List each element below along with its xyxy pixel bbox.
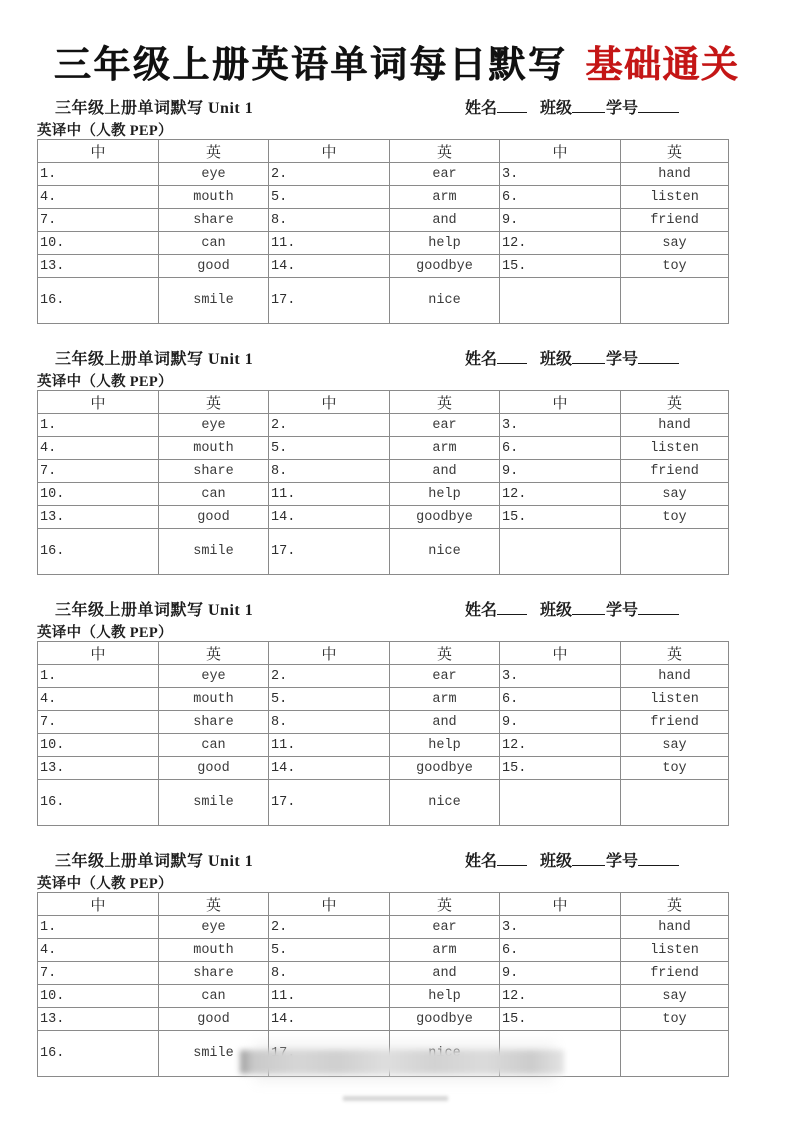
table-row: [38, 688, 729, 711]
english-word-cell: good: [159, 255, 269, 278]
chinese-answer-cell: 4.: [38, 437, 159, 460]
chinese-answer-cell: 14.: [269, 506, 390, 529]
english-word-cell: [621, 1031, 729, 1077]
english-word-cell: goodbye: [390, 757, 500, 780]
chinese-answer-cell: 1.: [38, 916, 159, 939]
chinese-answer-cell: [500, 780, 621, 826]
table-header-row: [38, 391, 729, 414]
english-word-cell: hand: [621, 916, 729, 939]
chinese-answer-cell: 16.: [38, 278, 159, 324]
english-word-cell: good: [159, 1008, 269, 1031]
student-no-label: 学号: [606, 602, 639, 619]
english-word-cell: toy: [621, 1008, 729, 1031]
table-header-cell: 英: [390, 391, 500, 414]
english-word-cell: and: [390, 962, 500, 985]
section-subtitle: 英译中（人教 PEP）: [37, 374, 173, 390]
student-no-label: 学号: [606, 853, 639, 870]
english-word-cell: can: [159, 232, 269, 255]
chinese-answer-cell: 8.: [269, 209, 390, 232]
english-word-cell: nice: [390, 529, 500, 575]
table-header-cell: 英: [621, 140, 729, 163]
english-word-cell: say: [621, 734, 729, 757]
english-word-cell: smile: [159, 1031, 269, 1077]
class-label: 班级: [540, 351, 573, 368]
name-label: 姓名: [465, 100, 498, 117]
table-row: [38, 734, 729, 757]
chinese-answer-cell: 2.: [269, 916, 390, 939]
chinese-answer-cell: 13.: [38, 1008, 159, 1031]
class-label: 班级: [540, 853, 573, 870]
english-word-cell: listen: [621, 186, 729, 209]
chinese-answer-cell: 9.: [500, 209, 621, 232]
english-word-cell: friend: [621, 711, 729, 734]
table-row: [38, 985, 729, 1008]
chinese-answer-cell: 9.: [500, 711, 621, 734]
chinese-answer-cell: 2.: [269, 665, 390, 688]
english-word-cell: goodbye: [390, 255, 500, 278]
english-word-cell: ear: [390, 916, 500, 939]
english-word-cell: can: [159, 734, 269, 757]
table-row: [38, 962, 729, 985]
class-label: 班级: [540, 100, 573, 117]
english-word-cell: can: [159, 985, 269, 1008]
english-word-cell: mouth: [159, 939, 269, 962]
english-word-cell: listen: [621, 688, 729, 711]
english-word-cell: nice: [390, 278, 500, 324]
chinese-answer-cell: 8.: [269, 962, 390, 985]
chinese-answer-cell: 4.: [38, 688, 159, 711]
chinese-answer-cell: 14.: [269, 255, 390, 278]
english-word-cell: hand: [621, 163, 729, 186]
chinese-answer-cell: 11.: [269, 734, 390, 757]
table-row: [38, 163, 729, 186]
table-header-row: [38, 642, 729, 665]
chinese-answer-cell: 14.: [269, 757, 390, 780]
worksheet-section: [37, 95, 728, 324]
name-label: 姓名: [465, 351, 498, 368]
english-word-cell: ear: [390, 414, 500, 437]
student-no-blank-line: [638, 602, 679, 615]
chinese-answer-cell: 9.: [500, 962, 621, 985]
english-word-cell: toy: [621, 255, 729, 278]
english-word-cell: hand: [621, 414, 729, 437]
vocab-table: [37, 641, 729, 826]
student-info-line: [465, 848, 679, 871]
chinese-answer-cell: 11.: [269, 483, 390, 506]
section-heading: 三年级上册单词默写 Unit 1: [55, 100, 254, 117]
chinese-answer-cell: 7.: [38, 460, 159, 483]
table-header-row: [38, 893, 729, 916]
table-header-cell: 中: [500, 140, 621, 163]
chinese-answer-cell: 12.: [500, 232, 621, 255]
name-blank-line: [497, 602, 527, 615]
english-word-cell: share: [159, 209, 269, 232]
table-row: [38, 939, 729, 962]
title-accent: 基础通关: [585, 45, 740, 86]
chinese-answer-cell: 14.: [269, 1008, 390, 1031]
section-heading: 三年级上册单词默写 Unit 1: [55, 853, 254, 870]
english-word-cell: eye: [159, 916, 269, 939]
english-word-cell: toy: [621, 506, 729, 529]
table-row: [38, 414, 729, 437]
english-word-cell: nice: [390, 780, 500, 826]
english-word-cell: eye: [159, 163, 269, 186]
watermark-blur: [240, 1050, 564, 1074]
chinese-answer-cell: 5.: [269, 437, 390, 460]
chinese-answer-cell: 15.: [500, 1008, 621, 1031]
student-info-line: [465, 346, 679, 369]
english-word-cell: [621, 780, 729, 826]
chinese-answer-cell: 9.: [500, 460, 621, 483]
english-word-cell: and: [390, 711, 500, 734]
student-info-line: [465, 95, 679, 118]
student-no-blank-line: [638, 853, 679, 866]
table-header-cell: 中: [500, 391, 621, 414]
english-word-cell: help: [390, 734, 500, 757]
english-word-cell: eye: [159, 414, 269, 437]
name-label: 姓名: [465, 853, 498, 870]
english-word-cell: say: [621, 985, 729, 1008]
table-row: [38, 711, 729, 734]
english-word-cell: eye: [159, 665, 269, 688]
english-word-cell: friend: [621, 209, 729, 232]
class-blank-line: [572, 602, 605, 615]
english-word-cell: smile: [159, 278, 269, 324]
student-no-label: 学号: [606, 351, 639, 368]
chinese-answer-cell: 12.: [500, 985, 621, 1008]
section-head: [37, 597, 728, 619]
table-header-cell: 中: [38, 140, 159, 163]
name-blank-line: [497, 100, 527, 113]
english-word-cell: help: [390, 985, 500, 1008]
english-word-cell: listen: [621, 939, 729, 962]
section-head: [37, 346, 728, 368]
chinese-answer-cell: 15.: [500, 255, 621, 278]
table-header-cell: 英: [621, 391, 729, 414]
chinese-answer-cell: 16.: [38, 529, 159, 575]
name-label: 姓名: [465, 602, 498, 619]
worksheet-section: [37, 597, 728, 826]
english-word-cell: [621, 529, 729, 575]
table-row: [38, 255, 729, 278]
class-blank-line: [572, 100, 605, 113]
vocab-table-wrapper: [37, 139, 728, 324]
chinese-answer-cell: [500, 278, 621, 324]
english-word-cell: and: [390, 460, 500, 483]
table-header-cell: 英: [621, 642, 729, 665]
table-row: [38, 209, 729, 232]
table-header-cell: 中: [269, 642, 390, 665]
english-word-cell: mouth: [159, 437, 269, 460]
table-header-cell: 中: [269, 140, 390, 163]
english-word-cell: mouth: [159, 688, 269, 711]
chinese-answer-cell: 1.: [38, 163, 159, 186]
table-row: [38, 916, 729, 939]
english-word-cell: share: [159, 962, 269, 985]
name-blank-line: [497, 351, 527, 364]
chinese-answer-cell: 6.: [500, 186, 621, 209]
chinese-answer-cell: 16.: [38, 1031, 159, 1077]
english-word-cell: smile: [159, 780, 269, 826]
chinese-answer-cell: 13.: [38, 506, 159, 529]
name-blank-line: [497, 853, 527, 866]
class-blank-line: [572, 853, 605, 866]
vocab-table-wrapper: [37, 892, 728, 1061]
chinese-answer-cell: 17.: [269, 780, 390, 826]
english-word-cell: listen: [621, 437, 729, 460]
english-word-cell: arm: [390, 186, 500, 209]
vocab-table-wrapper: [37, 390, 728, 575]
worksheet-section: [37, 848, 728, 1061]
section-subtitle: 英译中（人教 PEP）: [37, 625, 173, 641]
chinese-answer-cell: 12.: [500, 734, 621, 757]
chinese-answer-cell: 10.: [38, 985, 159, 1008]
table-header-cell: 英: [621, 893, 729, 916]
chinese-answer-cell: [500, 529, 621, 575]
english-word-cell: help: [390, 483, 500, 506]
chinese-answer-cell: 17.: [269, 529, 390, 575]
class-blank-line: [572, 351, 605, 364]
table-row: [38, 780, 729, 826]
chinese-answer-cell: 12.: [500, 483, 621, 506]
worksheet-title: [0, 34, 793, 88]
chinese-answer-cell: 8.: [269, 460, 390, 483]
table-header-cell: 英: [159, 642, 269, 665]
section-heading: 三年级上册单词默写 Unit 1: [55, 351, 254, 368]
table-row: [38, 186, 729, 209]
class-label: 班级: [540, 602, 573, 619]
chinese-answer-cell: 4.: [38, 939, 159, 962]
chinese-answer-cell: 10.: [38, 232, 159, 255]
chinese-answer-cell: 7.: [38, 962, 159, 985]
english-word-cell: say: [621, 483, 729, 506]
section-subtitle: 英译中（人教 PEP）: [37, 123, 173, 139]
table-row: [38, 437, 729, 460]
chinese-answer-cell: 17.: [269, 278, 390, 324]
english-word-cell: can: [159, 483, 269, 506]
vocab-table: [37, 390, 729, 575]
section-head: [37, 95, 728, 117]
english-word-cell: [621, 278, 729, 324]
chinese-answer-cell: 3.: [500, 163, 621, 186]
english-word-cell: share: [159, 460, 269, 483]
chinese-answer-cell: 5.: [269, 939, 390, 962]
chinese-answer-cell: 10.: [38, 483, 159, 506]
table-row: [38, 278, 729, 324]
chinese-answer-cell: 5.: [269, 688, 390, 711]
chinese-answer-cell: 3.: [500, 665, 621, 688]
chinese-answer-cell: 3.: [500, 414, 621, 437]
chinese-answer-cell: 10.: [38, 734, 159, 757]
student-info-line: [465, 597, 679, 620]
english-word-cell: say: [621, 232, 729, 255]
table-header-cell: 英: [159, 391, 269, 414]
table-header-cell: 中: [269, 893, 390, 916]
chinese-answer-cell: 1.: [38, 665, 159, 688]
table-header-cell: 英: [159, 140, 269, 163]
table-header-cell: 英: [390, 893, 500, 916]
table-header-cell: 中: [38, 642, 159, 665]
english-word-cell: friend: [621, 962, 729, 985]
english-word-cell: goodbye: [390, 506, 500, 529]
table-header-cell: 英: [390, 642, 500, 665]
chinese-answer-cell: 8.: [269, 711, 390, 734]
english-word-cell: arm: [390, 437, 500, 460]
table-row: [38, 529, 729, 575]
table-header-cell: 中: [500, 893, 621, 916]
chinese-answer-cell: 15.: [500, 757, 621, 780]
student-no-label: 学号: [606, 100, 639, 117]
english-word-cell: mouth: [159, 186, 269, 209]
table-row: [38, 483, 729, 506]
chinese-answer-cell: 1.: [38, 414, 159, 437]
vocab-table: [37, 139, 729, 324]
english-word-cell: ear: [390, 665, 500, 688]
section-subtitle: 英译中（人教 PEP）: [37, 876, 173, 892]
table-row: [38, 757, 729, 780]
watermark-text-remnant: [343, 1096, 448, 1101]
table-row: [38, 460, 729, 483]
table-header-cell: 中: [38, 391, 159, 414]
english-word-cell: ear: [390, 163, 500, 186]
english-word-cell: goodbye: [390, 1008, 500, 1031]
english-word-cell: help: [390, 232, 500, 255]
english-word-cell: hand: [621, 665, 729, 688]
table-row: [38, 665, 729, 688]
chinese-answer-cell: 13.: [38, 255, 159, 278]
chinese-answer-cell: 4.: [38, 186, 159, 209]
chinese-answer-cell: 6.: [500, 939, 621, 962]
english-word-cell: arm: [390, 939, 500, 962]
english-word-cell: arm: [390, 688, 500, 711]
table-header-row: [38, 140, 729, 163]
title-main: 三年级上册英语单词每日默写: [53, 45, 568, 86]
table-row: [38, 506, 729, 529]
chinese-answer-cell: 7.: [38, 711, 159, 734]
section-heading: 三年级上册单词默写 Unit 1: [55, 602, 254, 619]
chinese-answer-cell: 3.: [500, 916, 621, 939]
section-head: [37, 848, 728, 870]
table-header-cell: 英: [159, 893, 269, 916]
table-header-cell: 英: [390, 140, 500, 163]
table-row: [38, 232, 729, 255]
student-no-blank-line: [638, 351, 679, 364]
chinese-answer-cell: 6.: [500, 437, 621, 460]
english-word-cell: friend: [621, 460, 729, 483]
student-no-blank-line: [638, 100, 679, 113]
table-header-cell: 中: [38, 893, 159, 916]
english-word-cell: and: [390, 209, 500, 232]
chinese-answer-cell: 11.: [269, 232, 390, 255]
chinese-answer-cell: 11.: [269, 985, 390, 1008]
chinese-answer-cell: 16.: [38, 780, 159, 826]
vocab-table-wrapper: [37, 641, 728, 826]
chinese-answer-cell: 7.: [38, 209, 159, 232]
chinese-answer-cell: 6.: [500, 688, 621, 711]
chinese-answer-cell: 2.: [269, 163, 390, 186]
chinese-answer-cell: 15.: [500, 506, 621, 529]
english-word-cell: toy: [621, 757, 729, 780]
table-row: [38, 1008, 729, 1031]
english-word-cell: good: [159, 506, 269, 529]
chinese-answer-cell: 2.: [269, 414, 390, 437]
table-header-cell: 中: [269, 391, 390, 414]
english-word-cell: share: [159, 711, 269, 734]
chinese-answer-cell: 5.: [269, 186, 390, 209]
english-word-cell: smile: [159, 529, 269, 575]
table-header-cell: 中: [500, 642, 621, 665]
worksheet-section: [37, 346, 728, 575]
chinese-answer-cell: 13.: [38, 757, 159, 780]
english-word-cell: good: [159, 757, 269, 780]
